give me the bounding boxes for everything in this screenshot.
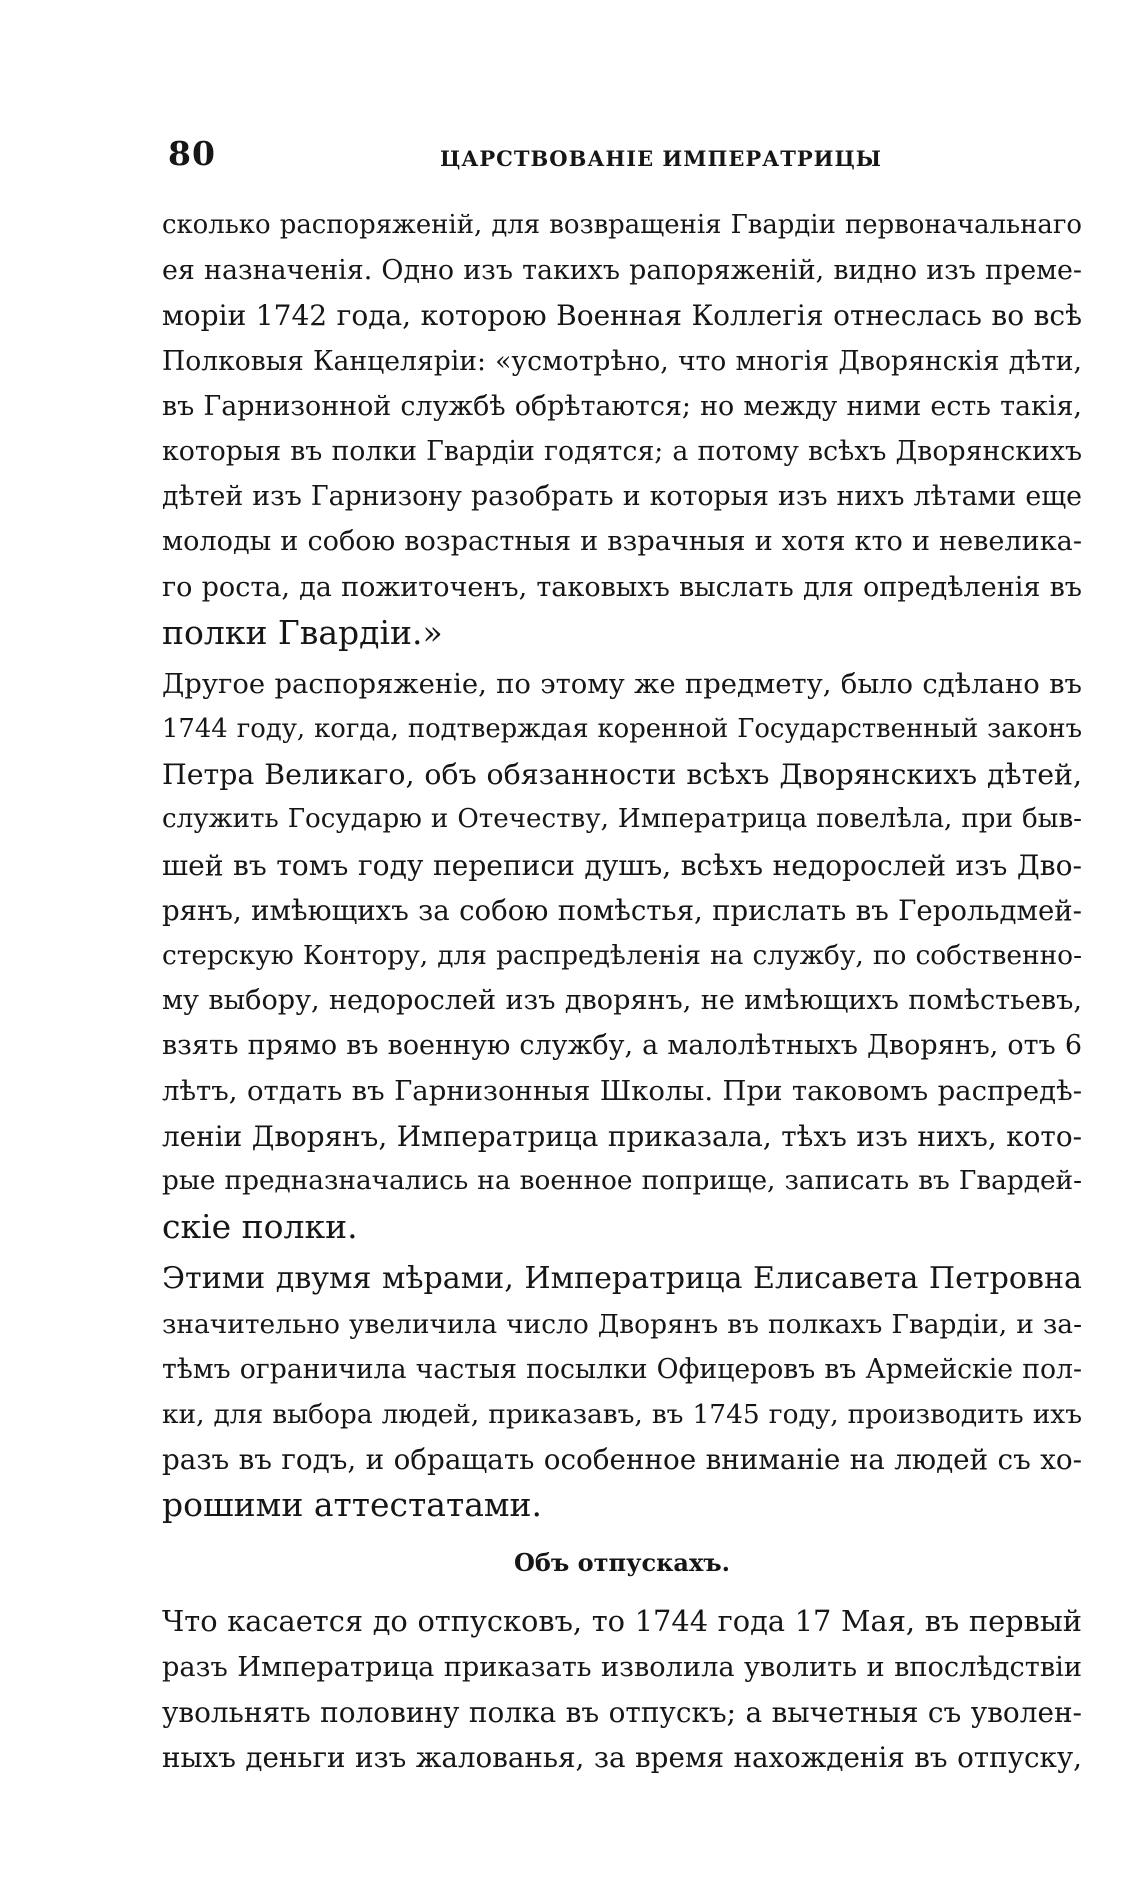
paragraph-4 <box>162 1599 1082 1780</box>
text-line: служить Государю и Отечеству, Императрица повелѣла, при быв- <box>162 804 1082 835</box>
text-line: разъ Императрица приказать изволила уволить и впослѣдствіи <box>162 1651 1082 1683</box>
text-line: рые предназначались на военное поприще, записать въ Гвардей- <box>162 1165 1082 1196</box>
text-line: 1744 году, когда, подтверждая коренной Государственный законъ <box>162 714 1082 745</box>
paragraph-gap <box>162 1249 1082 1256</box>
text-line: значительно увеличила число Дворянъ въ полкахъ Гвардіи, и за- <box>162 1308 1082 1340</box>
paragraph-3 <box>162 1256 1082 1527</box>
text-line: дѣтей изъ Гарнизону разобрать и которыя изъ нихъ лѣтами еще <box>162 481 1082 513</box>
text-line: разъ въ годъ, и обращать особенное вниманіе на людей съ хо- <box>162 1443 1082 1477</box>
text-line: ныхъ деньги изъ жалованья, за время нахожденія въ отпуску, <box>162 1741 1082 1774</box>
paragraph-2 <box>162 662 1082 1249</box>
page-number: 80 <box>168 134 216 173</box>
text-line: Петра Великаго, объ обязанности всѣхъ Дворянскихъ дѣтей, <box>162 758 1082 792</box>
paragraph-gap <box>162 655 1082 662</box>
text-line: лѣтъ, отдать въ Гарнизонныя Школы. При таковомъ распредѣ- <box>162 1074 1082 1107</box>
text-line: моріи 1742 года, которою Военная Коллегія отнеслась во всѣ <box>162 299 1082 333</box>
text-line: му выбору, недорослей изъ дворянъ, не имѣющихъ помѣстьевъ, <box>162 985 1082 1017</box>
text-line: ея назначенія. Одно изъ такихъ рапоряженій, видно изъ преме- <box>162 255 1082 287</box>
text-line: тѣмъ ограничила частыя посылки Офицеровъ въ Армейскіе пол- <box>162 1353 1082 1385</box>
text-line: ки, для выбора людей, приказавъ, въ 1745 году, производить ихъ <box>162 1398 1082 1430</box>
text-line: скіе полки. <box>162 1207 358 1247</box>
page-header <box>0 128 1140 188</box>
text-line: го роста, да пожиточенъ, таковыхъ выслать для опредѣленія въ <box>162 571 1082 603</box>
text-line: Другое распоряженіе, по этому же предмету, было сдѣлано въ <box>162 668 1082 700</box>
text-line: Полковыя Канцеляріи: «усмотрѣно, что многія Дворянскія дѣти, <box>162 345 1082 377</box>
text-line: взять прямо въ военную службу, а малолѣтныхъ Дворянъ, отъ 6 <box>162 1030 1082 1062</box>
text-line: увольнять половину полка въ отпускъ; а вычетныя съ уволен- <box>162 1695 1082 1729</box>
text-line: леніи Дворянъ, Императрица приказала, тѣхъ изъ нихъ, кото- <box>162 1119 1082 1153</box>
text-line: молоды и собою возрастныя и взрачныя и хотя кто и невелика- <box>162 526 1082 558</box>
text-line: Что касается до отпусковъ, то 1744 года 17 Мая, въ первый <box>162 1604 1082 1639</box>
text-line: стерскую Контору, для распредѣленія на службу, по собственно- <box>162 940 1082 971</box>
section-heading: Объ отпускахъ. <box>513 1548 731 1578</box>
text-line: въ Гарнизонной службѣ обрѣтаются; но между ними есть такія, <box>162 390 1082 422</box>
text-line: рошими аттестатами. <box>162 1485 543 1525</box>
text-line: сколько распоряженій, для возвращенія Гвардіи первоначальнаго <box>162 210 1082 240</box>
text-line: шей въ томъ году переписи душъ, всѣхъ недорослей изъ Дво- <box>162 848 1082 882</box>
text-line: полки Гвардіи.» <box>162 612 443 652</box>
text-line: которыя въ полки Гвардіи годятся; а потому всѣхъ Дворянскихъ <box>162 435 1082 467</box>
page-body <box>162 203 1082 1780</box>
running-title: ЦАРСТВОВАНIЕ ИМПЕРАТРИЦЫ <box>440 146 883 171</box>
text-line: рянъ, имѣющихъ за собою помѣстья, прислать въ Герольдмей- <box>162 893 1082 927</box>
paragraph-1 <box>162 203 1082 655</box>
text-line: Этими двумя мѣрами, Императрица Елисавета Петровна <box>162 1261 1082 1297</box>
